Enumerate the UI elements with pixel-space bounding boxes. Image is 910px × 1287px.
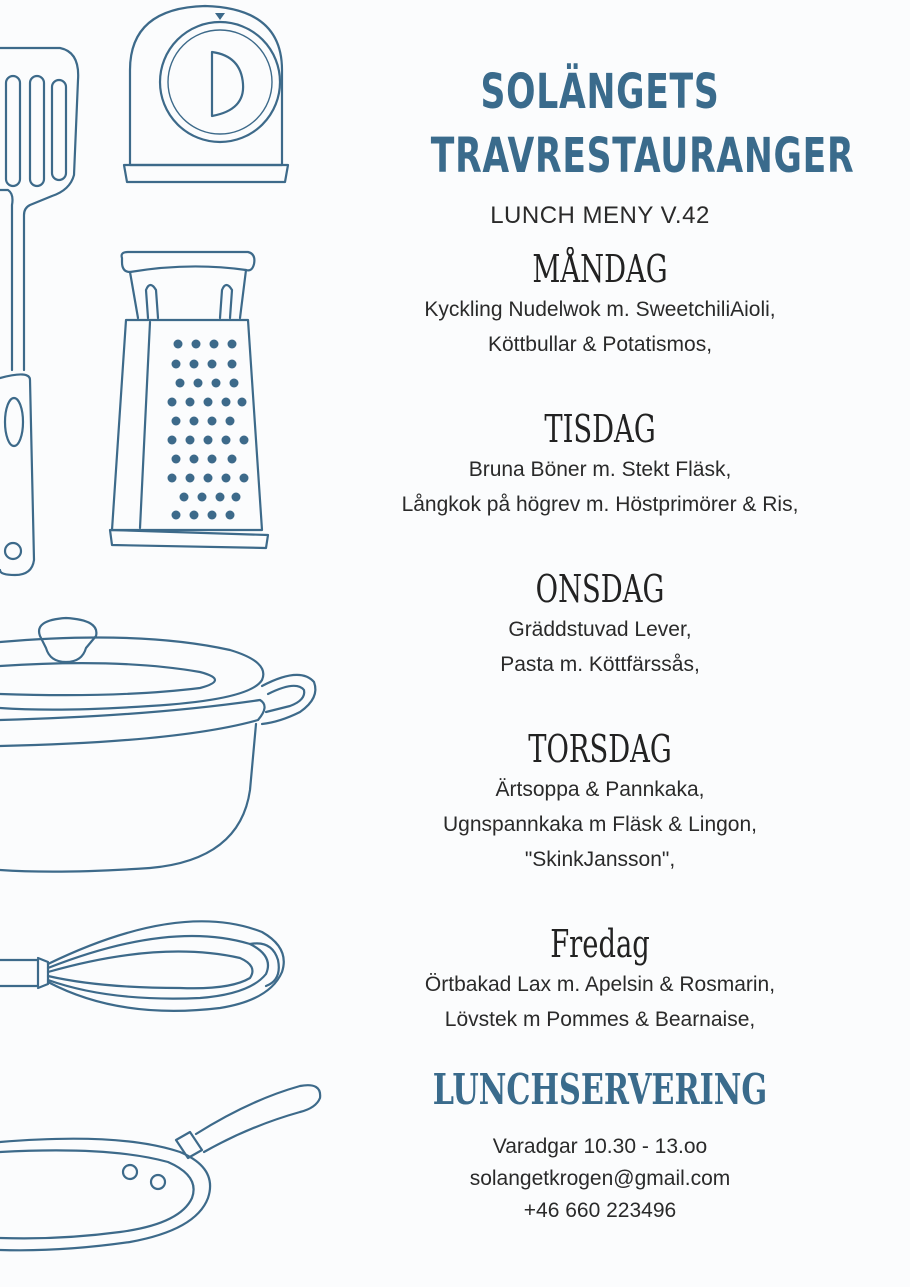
lunch-menu [365,60,855,1227]
day-heading: TISDAG [544,407,656,451]
email-address[interactable]: solangetkrogen@gmail.com [469,1167,731,1190]
day-section-thursday [365,726,835,877]
day-heading: ONSDAG [535,567,665,611]
dish-item: Köttbullar & Potatismos, [487,333,713,356]
contact-info [365,1131,835,1227]
day-heading: Fredag [550,922,650,966]
day-heading: MÅNDAG [532,247,668,291]
menu-week-subtitle: LUNCH MENY V.42 [490,202,710,229]
day-section-wednesday [365,566,835,682]
day-section-friday [365,921,835,1037]
restaurant-name-line2: TRAVRESTAURANGER [430,128,855,184]
spatula-icon [0,48,78,575]
day-section-monday [365,246,835,362]
dish-item: Kyckling Nudelwok m. SweetchiliAioli, [424,298,776,321]
day-heading: TORSDAG [528,727,672,771]
dish-item: Ärtsoppa & Pannkaka, [495,778,705,801]
dish-item: Gräddstuvad Lever, [508,618,692,641]
opening-hours: Varadgar 10.30 - 13.oo [492,1135,708,1158]
day-section-tuesday [365,406,835,522]
dish-item: Pasta m. Köttfärssås, [500,653,700,676]
dish-item: Ugnspannkaka m Fläsk & Lingon, [442,813,757,836]
lunch-service-heading: LUNCHSERVERING [432,1065,768,1114]
restaurant-name-line1: SOLÄNGETS [480,64,720,120]
pot-icon [0,618,315,872]
frying-pan-icon [0,1085,320,1250]
dish-item: Bruna Böner m. Stekt Fläsk, [468,458,732,481]
whisk-icon [0,921,284,1011]
grater-icon [110,252,268,548]
phone-number[interactable]: +46 660 223496 [523,1199,677,1222]
dish-item: Örtbakad Lax m. Apelsin & Rosmarin, [424,973,776,996]
dish-item: Långkok på högrev m. Höstprimörer & Ris, [401,493,799,516]
dish-item: Lövstek m Pommes & Bearnaise, [444,1008,756,1031]
dish-item: "SkinkJansson", [524,848,676,871]
kitchen-timer-icon [124,6,288,182]
